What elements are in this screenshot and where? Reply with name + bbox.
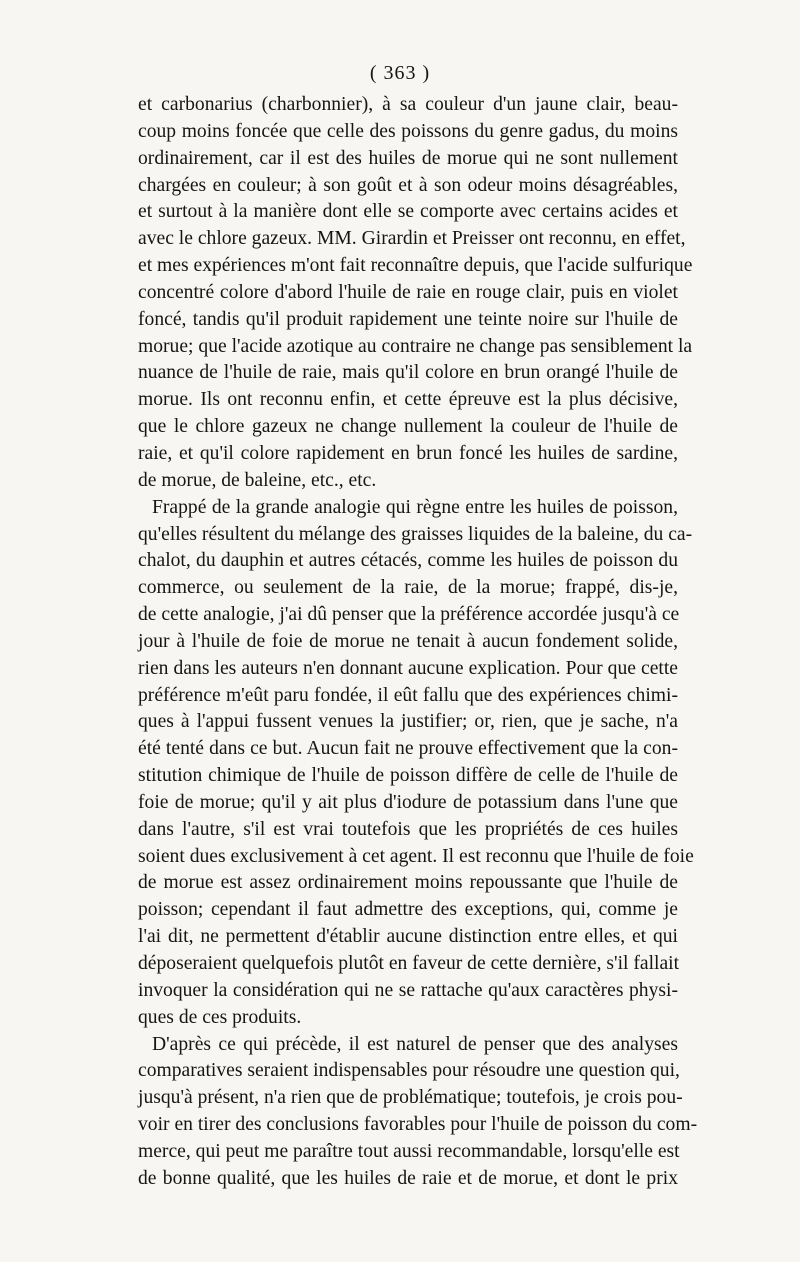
text-line: de morue est assez ordinairement moins repoussante que l'huile de [138,872,678,894]
text-line: foie de morue; qu'il y ait plus d'iodure de potassium dans l'une que [138,791,678,813]
text-line: qu'elles résultent du mélange des graisses liquides de la baleine, du ca- [138,523,693,545]
text-line: invoquer la considération qui ne se rattache qu'aux caractères physi- [138,979,678,1001]
text-line: ques de ces produits. [138,1006,302,1028]
text-line: jour à l'huile de foie de morue ne tenait à aucun fondement solide, [138,630,678,652]
text-line: merce, qui peut me paraître tout aussi recommandable, lorsqu'elle est [138,1140,680,1162]
text-line: commerce, ou seulement de la raie, de la morue; frappé, dis-je, [138,577,678,599]
text-line: soient dues exclusivement à cet agent. Il est reconnu que l'huile de foie [138,845,694,867]
text-line: chalot, du dauphin et autres cétacés, comme les huiles de poisson du [138,550,678,572]
text-line: de bonne qualité, que les huiles de raie et de morue, et dont le prix [138,1167,678,1189]
text-line: ques à l'appui fussent venues la justifier; or, rien, que je sache, n'a [138,711,678,733]
text-line: ordinairement, car il est des huiles de morue qui ne sont nullement [138,147,678,169]
text-line: foncé, tandis qu'il produit rapidement une teinte noire sur l'huile de [138,308,678,330]
text-line: concentré colore d'abord l'huile de raie en rouge clair, puis en violet [138,281,678,303]
text-line: et mes expériences m'ont fait reconnaître depuis, que l'acide sulfurique [138,255,693,277]
page-number: ( 363 ) [369,62,431,84]
text-line: morue; que l'acide azotique au contraire ne change pas sensiblement la [138,335,693,357]
text-line: déposeraient quelquefois plutôt en faveur de cette dernière, s'il fallait [138,953,680,974]
text-line: voir en tirer des conclusions favorables pour l'huile de poisson du com- [138,1114,698,1136]
text-line: nuance de l'huile de raie, mais qu'il colore en brun orangé l'huile de [138,362,678,384]
text-line: l'ai dit, ne permettent d'établir aucune distinction entre elles, et qui [138,926,678,948]
text-line: comparatives seraient indispensables pour résoudre une question qui, [138,1060,680,1082]
text-line: Frappé de la grande analogie qui règne entre les huiles de poisson, [152,496,678,518]
text-line: avec le chlore gazeux. MM. Girardin et Preisser ont reconnu, en effet, [138,228,686,250]
text-line: jusqu'à présent, n'a rien que de problématique; toutefois, je crois pou- [138,1087,683,1109]
text-line: stitution chimique de l'huile de poisson diffère de celle de l'huile de [138,765,678,787]
text-line: de morue, de baleine, etc., etc. [138,469,377,491]
text-line: rien dans les auteurs n'en donnant aucune explication. Pour que cette [138,657,678,679]
text-line: chargées en couleur; à son goût et à son odeur moins désagréables, [138,174,678,196]
text-line: et carbonarius (charbonnier), à sa couleur d'un jaune clair, beau- [138,94,678,115]
text-line: et surtout à la manière dont elle se comporte avec certains acides et [138,201,678,223]
text-line: que le chlore gazeux ne change nullement la couleur de l'huile de [138,416,678,438]
text-line: morue. Ils ont reconnu enfin, et cette épreuve est la plus décisive, [138,389,678,411]
text-line: dans l'autre, s'il est vrai toutefois que les propriétés de ces huiles [138,818,678,840]
body-text [138,92,698,1193]
text-line: de cette analogie, j'ai dû penser que la préférence accordée jusqu'à ce [138,604,680,626]
text-line: été tenté dans ce but. Aucun fait ne prouve effectivement que la con- [138,738,678,760]
text-line: coup moins foncée que celle des poissons du genre gadus, du moins [138,120,678,142]
text-line: préférence m'eût paru fondée, il eût fallu que des expériences chimi- [138,684,678,706]
text-line: poisson; cependant il faut admettre des exceptions, qui, comme je [138,899,678,921]
text-line: raie, et qu'il colore rapidement en brun foncé les huiles de sardine, [138,442,678,464]
text-line: D'après ce qui précède, il est naturel de penser que des analyses [152,1033,678,1055]
